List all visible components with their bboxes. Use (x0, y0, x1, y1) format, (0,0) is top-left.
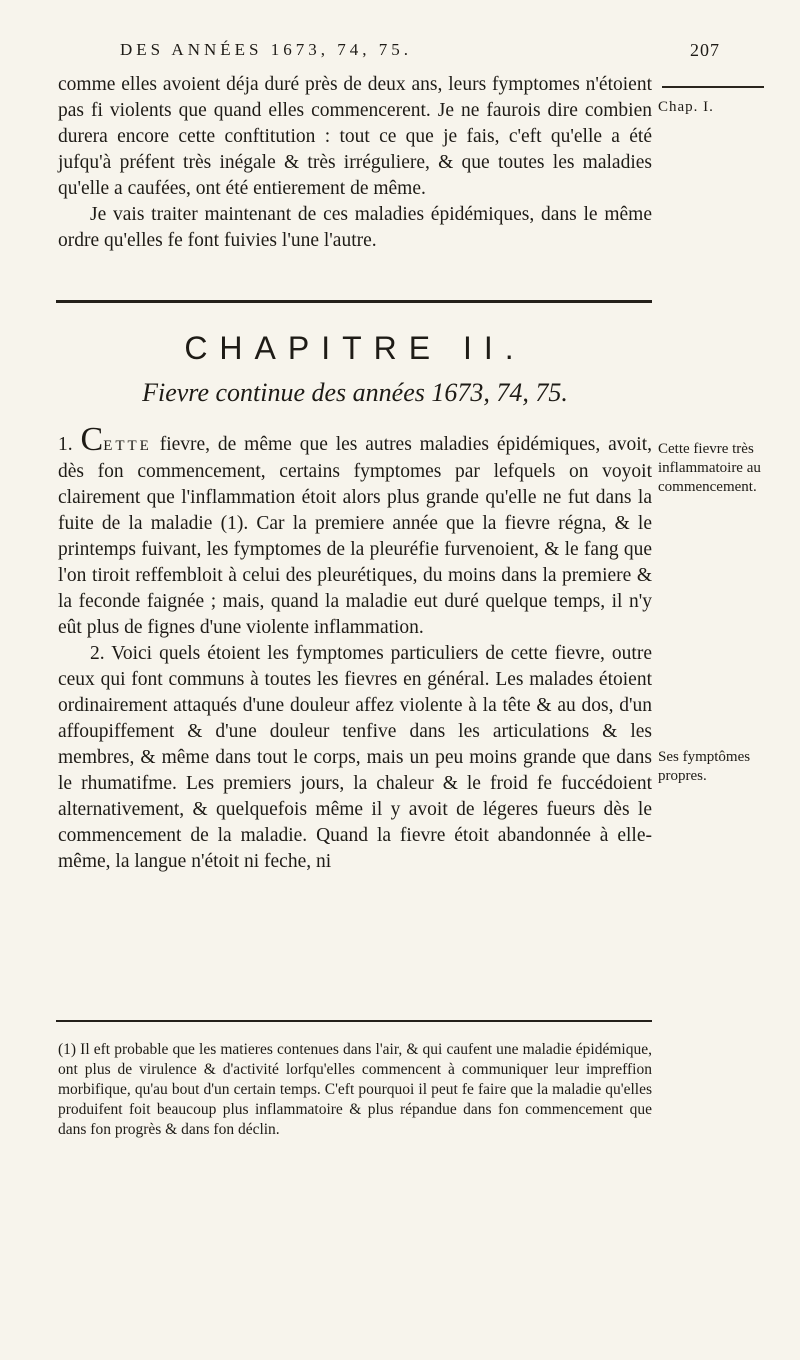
intro-text (58, 72, 652, 254)
drop-cap-letter: C (80, 421, 104, 458)
section-1-smallcaps: ETTE (103, 438, 152, 454)
footnote-text: (1) Il eft probable que les matieres contenues dans l'air, & qui caufent une maladie épidémique, ont plus de virulence & d'activité lorfqu'elles commencent à communiquer leur impreffion morbifique, qu'au bout d'un certain temps. C'eft pourquoi il peut fe faire que la maladie qu'elles produifent foit beaucoup plus inflammatoire & plus répandue dans fon commencement que dans fon progrès & dans fon déclin. (58, 1041, 652, 1138)
chapter-subtitle: Fievre continue des années 1673, 74, 75. (142, 378, 568, 407)
margin-rule (662, 86, 764, 88)
running-head-title: DES ANNÉES 1673, 74, 75. (120, 40, 412, 59)
section-2-paragraph: 2. Voici quels étoient les fymptomes particuliers de cette fievre, outre ceux qui font communs à toutes les fievres en général. Les malades étoient ordinairement attaqués d'une douleur affez violente à la tête & au dos, d'un affoupiffement & d'une douleur tenfive dans les articulations & les membres, & même dans tout le corps, mais un peu moins grande que dans le rhumatifme. Les premiers jours, la chaleur & le froid fe fuccédoient alternativement, & quelquefois même il y avoit de légeres fueurs dès le commencement de la maladie. Quand la fievre étoit abandonnée à elle-même, la langue n'étoit ni feche, ni (58, 643, 652, 872)
footnote (58, 1040, 652, 1140)
chapter-divider (56, 300, 652, 303)
chapter-body (58, 421, 653, 875)
footnote-divider (56, 1020, 652, 1022)
margin-note-symptoms: Ses fymptômes propres. (658, 749, 751, 784)
intro-paragraph-2: Je vais traiter maintenant de ces maladies épidémiques, dans le même ordre qu'elles fe font fuivies l'une l'autre. (58, 204, 652, 251)
running-head (120, 40, 720, 66)
page-number: 207 (690, 40, 720, 60)
margin-note-inflammation: Cette fievre très inflammatoire au commencement. (658, 441, 761, 495)
section-1-text: fievre, de même que les autres maladies épidémiques, avoit, dès fon commencement, certains fymptomes par lefquels on voyoit clairement que l'inflammation étoit alors plus grande qu'elle ne fut dans la fuite de la maladie (1). Car la premiere année que la fievre régna, & le printemps fuivant, les fymptomes de la pleuréfie furvenoient, & le fang que l'on tiroit reffembloit à celui des pleurétiques, du moins dans la premiere & la feconde faignée ; mais, quand la maladie eut duré quelque temps, il n'y eût plus de fignes d'une violente inflammation. (58, 434, 653, 638)
intro-paragraph-1: comme elles avoient déja duré près de deux ans, leurs fymptomes n'étoient pas fi violents que quand elles commencerent. Je ne faurois dire combien durera encore cette conftitution : tout ce que je fais, c'eft qu'elle a été jufqu'à préfent très inégale & très irréguliere, & que toutes les maladies qu'elle a caufées, ont été entierement de même. (58, 74, 652, 199)
section-1-number: 1. (58, 434, 73, 455)
section-1-paragraph (58, 421, 653, 641)
margin-chapter-label: Chap. I. (658, 99, 714, 115)
chapter-heading: CHAPITRE II. (184, 330, 526, 366)
